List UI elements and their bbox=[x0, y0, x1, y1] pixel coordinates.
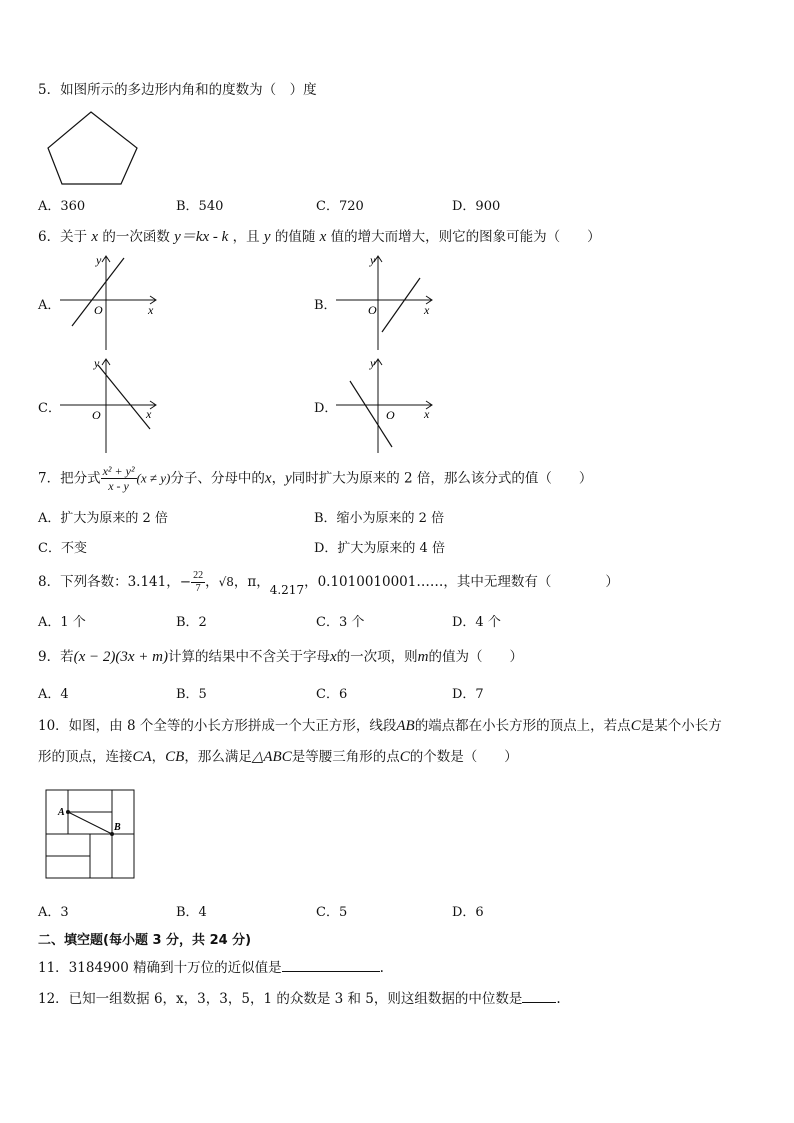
q10-option-c: C．5 bbox=[316, 905, 348, 920]
q11-end: . bbox=[379, 960, 384, 976]
q10-stem-line2 bbox=[38, 750, 518, 765]
q8-option-b: B．2 bbox=[176, 615, 207, 630]
q8-frac-num: 22 bbox=[193, 570, 204, 581]
q6-d-axis-x: x bbox=[424, 407, 430, 421]
q9-option-c: C．6 bbox=[316, 687, 348, 702]
q9-expression: (x − 2)(3x + m) bbox=[73, 649, 168, 665]
q6-d-origin: O bbox=[386, 408, 395, 422]
q10-rectangles-figure bbox=[44, 788, 138, 882]
q6-var-y: y bbox=[263, 229, 271, 245]
q6-graph-c bbox=[60, 355, 170, 455]
q6-b-origin: O bbox=[368, 303, 377, 317]
pentagon-figure bbox=[40, 108, 144, 188]
q8-repeating-decimal: 4.217 bbox=[269, 583, 305, 597]
q7-comma: ， bbox=[271, 470, 286, 487]
q6-b-axis-y: y bbox=[370, 253, 376, 267]
q7-tail: 同时扩大为原来的 2 倍，那么该分式的值（ ） bbox=[291, 470, 593, 487]
q10-c: C bbox=[630, 718, 641, 734]
q7-fraction bbox=[101, 464, 137, 494]
q10-option-d: D．6 bbox=[452, 905, 484, 920]
q7-option-b: B．缩小为原来的 2 倍 bbox=[314, 511, 445, 526]
q6-prefix: 6．关于 bbox=[38, 229, 88, 245]
q10-option-b: B．4 bbox=[176, 905, 207, 920]
q5-option-b: B．540 bbox=[176, 199, 224, 214]
q6-var-x2: x bbox=[319, 229, 327, 245]
q10-ca: CA bbox=[132, 749, 152, 765]
q6-mid2: ，且 bbox=[232, 229, 260, 245]
q9-option-a: A．4 bbox=[38, 687, 69, 702]
q8-prefix: 8．下列各数：3.141， bbox=[38, 574, 180, 590]
q10-line2c: 是等腰三角形的点 bbox=[291, 749, 400, 765]
q6-d-axis-y: y bbox=[370, 356, 376, 370]
q7-numerator: x² + y² bbox=[102, 464, 135, 478]
q9-mid: 计算的结果中不含关于字母 bbox=[167, 649, 330, 665]
q8-tail: ，0.1010010001……，其中无理数有（ ） bbox=[304, 574, 619, 590]
q7-stem bbox=[38, 464, 592, 494]
q10-option-a: A．3 bbox=[38, 905, 69, 920]
q6-c-axis-y: y bbox=[94, 356, 100, 370]
q9-var-m: m bbox=[417, 649, 429, 665]
q8-option-d: D．4 个 bbox=[452, 615, 501, 630]
q7-denominator: x - y bbox=[108, 479, 129, 494]
q7-option-d: D．扩大为原来的 4 倍 bbox=[314, 541, 445, 556]
q10-line2d: 的个数是（ ） bbox=[409, 749, 518, 765]
q7-var-x: x bbox=[264, 470, 272, 487]
q11-stem bbox=[38, 959, 384, 976]
q5-option-d: D．900 bbox=[452, 199, 501, 214]
q6-c-origin: O bbox=[92, 408, 101, 422]
section-title-fill-blank: 二、填空题(每小题 3 分，共 24 分) bbox=[38, 933, 252, 948]
q6-graph-d bbox=[336, 355, 446, 455]
q7-suffix: 分子、分母中的 bbox=[170, 470, 265, 487]
q7-option-c: C．不变 bbox=[38, 541, 87, 556]
q7-prefix: 7．把分式 bbox=[38, 470, 101, 487]
q10-line1b: 的端点都在小长方形的顶点上，若点 bbox=[414, 718, 631, 734]
q6-a-axis-y: y bbox=[96, 253, 102, 267]
q6-label-c: C． bbox=[38, 401, 61, 416]
q6-c-axis-x: x bbox=[146, 407, 152, 421]
q6-graph-a bbox=[60, 252, 170, 352]
q6-function: y＝kx - k bbox=[174, 229, 229, 245]
q9-stem bbox=[38, 650, 523, 665]
q6-label-d: D． bbox=[314, 401, 338, 416]
q10-cb: CB bbox=[165, 749, 185, 765]
q6-label-b: B． bbox=[314, 298, 337, 313]
q8-fraction bbox=[191, 570, 205, 595]
q11-text: 11．3184900 精确到十万位的近似值是 bbox=[38, 960, 282, 976]
q12-answer-blank[interactable] bbox=[522, 990, 556, 1003]
q9-var-x: x bbox=[329, 649, 337, 665]
q10-stem-line1 bbox=[38, 719, 722, 734]
q9-tail: 的值为（ ） bbox=[428, 649, 523, 665]
q5-option-c: C．720 bbox=[316, 199, 364, 214]
q6-graph-b bbox=[336, 252, 446, 352]
q12-stem bbox=[38, 990, 561, 1007]
q10-c2: C bbox=[399, 749, 410, 765]
q10-ab: AB bbox=[396, 718, 415, 734]
q8-minus: − bbox=[179, 574, 192, 590]
q6-a-axis-x: x bbox=[148, 303, 154, 317]
q8-sqrt: √8 bbox=[218, 575, 234, 589]
q11-answer-blank[interactable] bbox=[282, 959, 380, 972]
q8-frac-den: 7 bbox=[195, 583, 201, 594]
q10-line1: 10．如图，由 8 个全等的小长方形拼成一个大正方形，线段 bbox=[38, 718, 397, 734]
q6-a-origin: O bbox=[94, 303, 103, 317]
q6-stem bbox=[38, 230, 601, 245]
q6-b-axis-x: x bbox=[424, 303, 430, 317]
q10-triangle: △ABC bbox=[251, 749, 292, 765]
q8-stem: 8．下列各数：3.141，− $\frac{22}{7}$ ，√8，π，4.217，0.1010010001……，其中无理数有（ ） bbox=[38, 570, 619, 597]
q10-comma: ， bbox=[151, 749, 166, 765]
q10-line2: 形的顶点，连接 bbox=[38, 749, 133, 765]
q5-stem: 5．如图所示的多边形内角和的度数为（ ）度 bbox=[38, 82, 317, 98]
q7-condition: (x ≠ y) bbox=[136, 470, 171, 486]
q8-option-c: C．3 个 bbox=[316, 615, 365, 630]
q6-var-x: x bbox=[91, 229, 99, 245]
q7-option-a: A．扩大为原来的 2 倍 bbox=[38, 511, 168, 526]
q8-option-a: A．1 个 bbox=[38, 615, 86, 630]
q8-pi: ，π， bbox=[233, 574, 270, 590]
q10-point-b: B bbox=[114, 822, 121, 833]
q10-line1c: 是某个小长方 bbox=[640, 718, 722, 734]
q6-mid3: 的值随 bbox=[274, 229, 316, 245]
q9-prefix: 9．若 bbox=[38, 649, 74, 665]
q6-label-a: A． bbox=[38, 298, 61, 313]
q9-option-b: B．5 bbox=[176, 687, 207, 702]
q6-mid1: 的一次函数 bbox=[102, 229, 170, 245]
q9-option-d: D．7 bbox=[452, 687, 484, 702]
q6-suffix: 值的增大而增大，则它的图象可能为（ ） bbox=[330, 229, 601, 245]
q5-option-a: A．360 bbox=[38, 199, 86, 214]
q9-mid2: 的一次项，则 bbox=[336, 649, 418, 665]
q7-var-y: y bbox=[285, 470, 292, 487]
q10-point-a: A bbox=[58, 807, 65, 818]
q12-text: 12．已知一组数据 6，x，3，3，5，1 的众数是 3 和 5，则这组数据的中位数是 bbox=[38, 991, 523, 1007]
q12-end: . bbox=[556, 991, 561, 1007]
q10-line2b: ，那么满足 bbox=[184, 749, 252, 765]
